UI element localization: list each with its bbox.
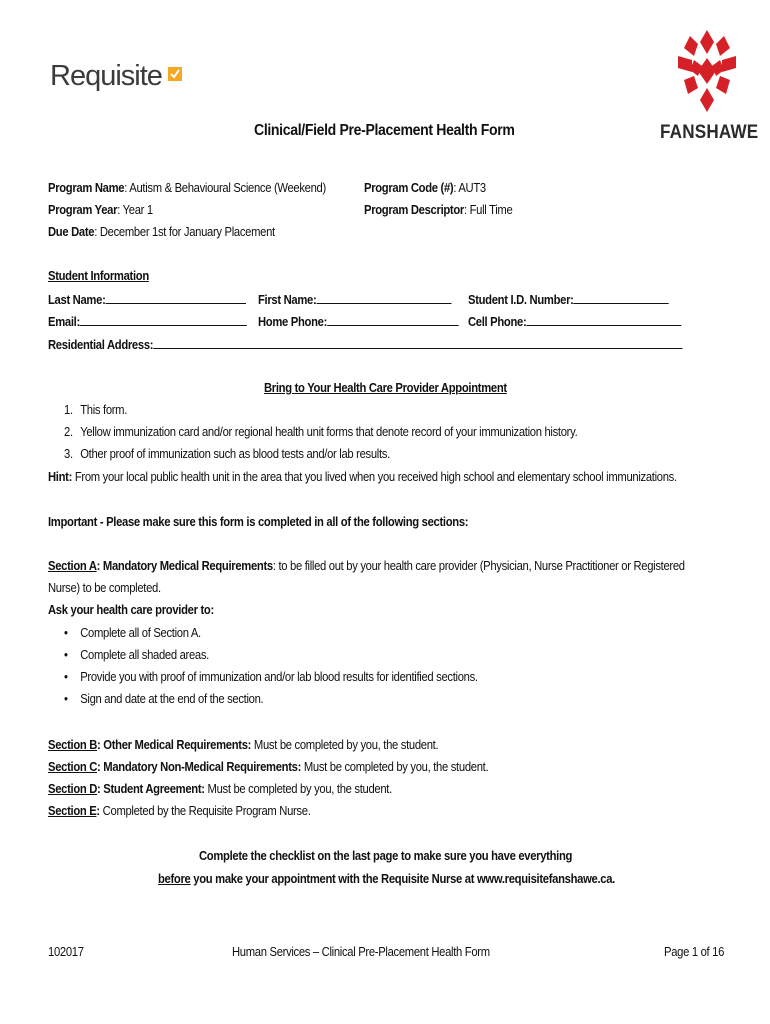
student-id-field[interactable]: Student I.D. Number: bbox=[468, 291, 669, 307]
fanshawe-logo: FANSHAWE bbox=[660, 30, 752, 150]
section-a-line-1: Section A: Mandatory Medical Requirements: to be filled out by your health care provider (Physician, Nurse Practitioner or Registered bbox=[48, 559, 685, 573]
fanshawe-emblem-icon bbox=[672, 30, 742, 112]
bring-item-3: 3. Other proof of immunization such as blood tests and/or lab results. bbox=[64, 447, 390, 461]
section-e-line: Section E: Completed by the Requisite Program Nurse. bbox=[48, 804, 311, 818]
student-id-line[interactable] bbox=[574, 291, 669, 304]
bring-item-1: 1. This form. bbox=[64, 403, 128, 417]
home-phone-field[interactable]: Home Phone: bbox=[258, 313, 458, 329]
section-a-bullet-1: • Complete all of Section A. bbox=[64, 626, 201, 640]
email-field[interactable]: Email: bbox=[48, 313, 247, 329]
check-icon bbox=[168, 67, 182, 81]
cell-phone-field[interactable]: Cell Phone: bbox=[468, 313, 681, 329]
bullet-icon: • bbox=[64, 648, 68, 662]
checklist-line-2: before you make your appointment with the Requisite Nurse at www.requisitefanshawe.ca. bbox=[158, 872, 615, 886]
section-a-bullet-4: • Sign and date at the end of the section. bbox=[64, 692, 264, 706]
bullet-icon: • bbox=[64, 670, 68, 684]
hint-line: Hint: From your local public health unit in the area that you lived when you received high school and elementary school immunizations. bbox=[48, 470, 677, 484]
home-phone-line[interactable] bbox=[327, 313, 458, 326]
first-name-field[interactable]: First Name: bbox=[258, 291, 451, 307]
important-note: Important - Please make sure this form is completed in all of the following sections: bbox=[48, 515, 469, 529]
section-a-bullet-2: • Complete all shaded areas. bbox=[64, 648, 209, 662]
first-name-line[interactable] bbox=[316, 291, 451, 304]
section-d-line: Section D: Student Agreement: Must be completed by you, the student. bbox=[48, 782, 392, 796]
cell-phone-line[interactable] bbox=[526, 313, 681, 326]
footer-code: 102017 bbox=[48, 945, 84, 959]
bullet-icon: • bbox=[64, 626, 68, 640]
bring-heading: Bring to Your Health Care Provider Appointment bbox=[264, 381, 507, 395]
address-line[interactable] bbox=[153, 336, 682, 349]
page-title: Clinical/Field Pre-Placement Health Form bbox=[254, 122, 515, 139]
footer-title: Human Services – Clinical Pre-Placement Health Form bbox=[232, 945, 490, 959]
student-info-heading: Student Information bbox=[48, 269, 149, 283]
checklist-line-1: Complete the checklist on the last page to make sure you have everything bbox=[199, 849, 573, 863]
section-b-line: Section B: Other Medical Requirements: Must be completed by you, the student. bbox=[48, 738, 439, 752]
last-name-line[interactable] bbox=[106, 291, 246, 304]
page-number: Page 1 of 16 bbox=[664, 945, 725, 959]
ask-provider-heading: Ask your health care provider to: bbox=[48, 603, 214, 617]
bullet-icon: • bbox=[64, 692, 68, 706]
due-date-row: Due Date: December 1st for January Placement bbox=[48, 225, 275, 239]
section-a-line-2: Nurse) to be completed. bbox=[48, 581, 161, 595]
bring-item-2: 2. Yellow immunization card and/or regional health unit forms that denote record of your immunization history. bbox=[64, 425, 578, 439]
program-year-row: Program Year: Year 1 bbox=[48, 203, 153, 217]
program-descriptor-row: Program Descriptor: Full Time bbox=[364, 203, 513, 217]
program-code-row: Program Code (#): AUT3 bbox=[364, 181, 486, 195]
last-name-field[interactable]: Last Name: bbox=[48, 291, 246, 307]
email-line[interactable] bbox=[80, 313, 247, 326]
address-field[interactable]: Residential Address: bbox=[48, 336, 682, 352]
section-a-bullet-3: • Provide you with proof of immunization and/or lab blood results for identified sections. bbox=[64, 670, 478, 684]
requisite-logo: Requisite bbox=[50, 60, 182, 93]
section-c-line: Section C: Mandatory Non-Medical Requirements: Must be completed by you, the student. bbox=[48, 760, 489, 774]
program-name-row: Program Name: Autism & Behavioural Science (Weekend) bbox=[48, 181, 326, 195]
